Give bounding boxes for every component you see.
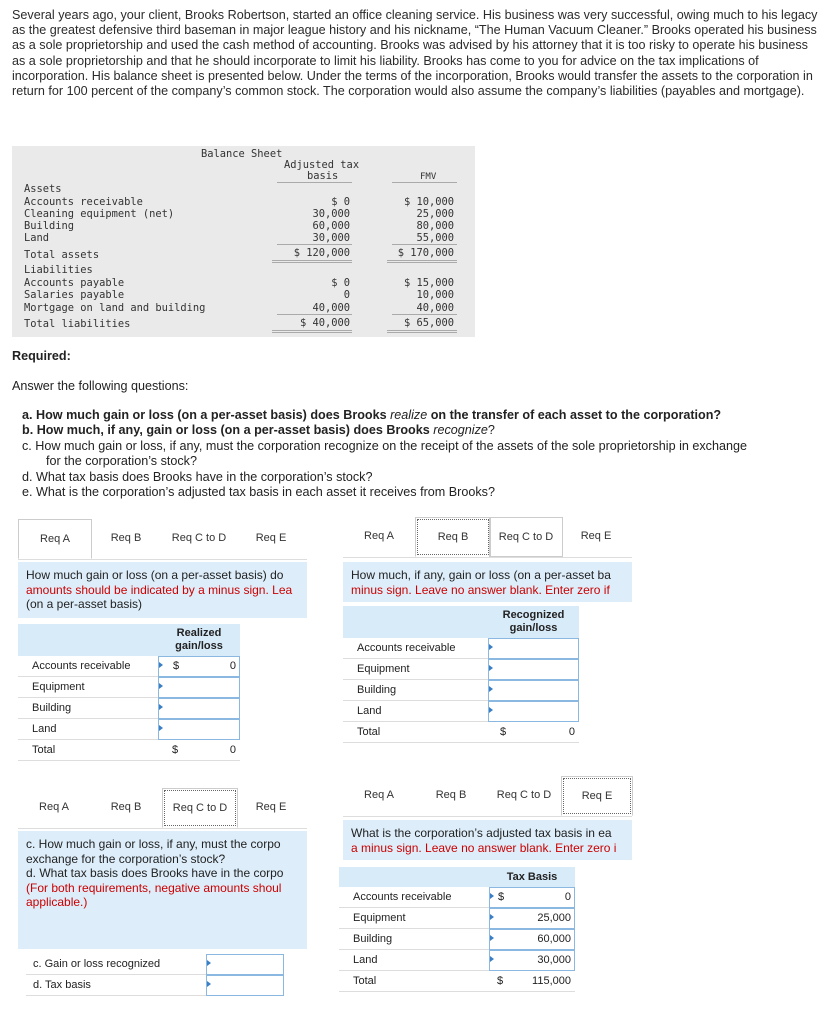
tabs-panel-e bbox=[343, 776, 632, 817]
total-realized-value: $ 0 bbox=[158, 740, 240, 761]
panel-b-instructions: How much, if any, gain or loss (on a per-asset ba minus sign. Leave no answer blank. Enter zero if bbox=[343, 562, 632, 602]
land-recognized-input[interactable] bbox=[488, 701, 579, 722]
asset-row-label: Land bbox=[24, 232, 50, 244]
panel-e-table bbox=[339, 867, 575, 991]
total-liabilities-label: Total liabilities bbox=[24, 318, 131, 330]
gain-loss-recognized-input[interactable] bbox=[206, 954, 284, 975]
liability-row-basis: 40,000 bbox=[312, 302, 350, 314]
tab-req-c-to-d[interactable]: Req C to D bbox=[496, 789, 552, 801]
building-realized-input[interactable] bbox=[158, 698, 240, 719]
row-label: d. Tax basis bbox=[26, 975, 206, 996]
tab-req-e[interactable]: Req E bbox=[580, 530, 612, 542]
tab-req-a[interactable]: Req A bbox=[364, 530, 394, 542]
panel-c-instructions: c. How much gain or loss, if any, must the corpo exchange for the corporation’s stock? d. What tax basis does Brooks have in the corpo (For both requirements, negative amounts shoul applicable.) bbox=[18, 831, 307, 949]
asset-row-label: Cleaning equipment (net) bbox=[24, 208, 175, 220]
liability-row-label: Mortgage on land and building bbox=[24, 302, 206, 314]
intro-paragraph: Several years ago, your client, Brooks Robertson, started an office cleaning service. His business was very successful, owing much to his legacy as the greatest defensive third baseman in major league history and his nickname, “The Human Vacuum Cleaner.” Brooks operated his business as a sole proprietorship and used the cash method of accounting. Brooks was advised by his attorney that it is too risky to operate his business as a sole proprietorship and that he should incorporate to limit his liability. Brooks has come to you for advice on the tax implications of incorporation. His balance sheet is presented below. Under the terms of the incorporation, Brooks would transfer the assets to the corporation in return for 100 percent of the company’s common stock. The corporation would also assume the company’s liabilities (payables and mortgage). bbox=[12, 8, 818, 99]
row-label: Equipment bbox=[339, 908, 489, 929]
panel-b-table bbox=[343, 606, 579, 742]
row-label: Accounts receivable bbox=[339, 887, 489, 908]
total-assets-fmv: $ 170,000 bbox=[397, 247, 454, 259]
tab-req-e[interactable]: Req E bbox=[561, 776, 633, 816]
tax-basis-input[interactable] bbox=[206, 975, 284, 996]
row-label: Total bbox=[343, 722, 488, 743]
tabs-panel-b bbox=[343, 517, 632, 558]
question-c-cont: for the corporation’s stock? bbox=[46, 454, 197, 469]
liability-row-basis: 0 bbox=[343, 289, 350, 301]
liability-row-label: Salaries payable bbox=[24, 289, 125, 301]
asset-row-basis: $ 0 bbox=[331, 196, 350, 208]
question-a: a. How much gain or loss (on a per-asset basis) does Brooks realize on the transfer of each asset to the corporation? bbox=[22, 408, 722, 422]
row-label: Total bbox=[18, 740, 158, 761]
question-c: c. How much gain or loss, if any, must the corporation recognize on the receipt of the assets of the sole proprietorship in exchange bbox=[22, 438, 747, 453]
panel-c-table bbox=[26, 954, 284, 996]
ar-recognized-input[interactable] bbox=[488, 638, 579, 659]
land-realized-input[interactable] bbox=[158, 719, 240, 740]
total-assets-basis: $ 120,000 bbox=[293, 247, 350, 259]
row-label: Land bbox=[18, 719, 158, 740]
total-tax-basis-value: $ 115,000 bbox=[489, 971, 575, 992]
tabs-panel-c bbox=[18, 788, 307, 829]
building-tax-basis-input[interactable]: 60,000 bbox=[489, 929, 575, 950]
tab-req-b[interactable]: Req B bbox=[110, 801, 142, 813]
tabs-panel-a bbox=[18, 519, 307, 560]
fmv-header: FMV bbox=[420, 172, 437, 182]
liabilities-label: Liabilities bbox=[24, 264, 93, 276]
land-tax-basis-input[interactable]: 30,000 bbox=[489, 950, 575, 971]
liability-row-basis: $ 0 bbox=[331, 277, 350, 289]
asset-row-fmv: 55,000 bbox=[416, 232, 454, 244]
realized-header: Realized gain/loss bbox=[158, 624, 240, 656]
building-recognized-input[interactable] bbox=[488, 680, 579, 701]
asset-row-label: Building bbox=[24, 220, 75, 232]
row-label: Building bbox=[343, 680, 488, 701]
row-label: Equipment bbox=[343, 659, 488, 680]
tab-req-b[interactable]: Req B bbox=[110, 532, 142, 544]
liability-row-fmv: $ 15,000 bbox=[403, 277, 454, 289]
asset-row-basis: 60,000 bbox=[312, 220, 350, 232]
answer-prompt: Answer the following questions: bbox=[12, 379, 189, 393]
row-label: Building bbox=[18, 698, 158, 719]
tab-req-c-to-d[interactable]: Req C to D bbox=[489, 517, 563, 557]
row-label: Land bbox=[339, 950, 489, 971]
total-liabilities-fmv: $ 65,000 bbox=[403, 317, 454, 329]
asset-row-basis: 30,000 bbox=[312, 208, 350, 220]
tab-req-a[interactable]: Req A bbox=[364, 789, 394, 801]
row-label: Equipment bbox=[18, 677, 158, 698]
tab-req-a[interactable]: Req A bbox=[18, 519, 92, 559]
tab-req-c-to-d[interactable]: Req C to D bbox=[171, 532, 227, 544]
question-e: e. What is the corporation’s adjusted tax basis in each asset it receives from Brooks? bbox=[22, 485, 495, 500]
liability-row-fmv: 40,000 bbox=[416, 302, 454, 314]
ar-tax-basis-input[interactable]: $ 0 bbox=[489, 887, 575, 908]
panel-a-instructions: How much gain or loss (on a per-asset basis) do amounts should be indicated by a minus sign. Lea (on a per-asset basis) bbox=[18, 562, 307, 618]
equipment-recognized-input[interactable] bbox=[488, 659, 579, 680]
row-label: c. Gain or loss recognized bbox=[26, 954, 206, 975]
tab-req-e[interactable]: Req E bbox=[255, 801, 287, 813]
total-assets-label: Total assets bbox=[24, 249, 100, 261]
total-recognized-value: $ 0 bbox=[488, 722, 579, 743]
basis-header-2: basis bbox=[307, 170, 339, 182]
total-liabilities-basis: $ 40,000 bbox=[299, 317, 350, 329]
panel-a-table bbox=[18, 624, 240, 760]
tab-req-b[interactable]: Req B bbox=[435, 789, 467, 801]
tab-req-e[interactable]: Req E bbox=[255, 532, 287, 544]
tab-req-a[interactable]: Req A bbox=[39, 801, 69, 813]
asset-row-basis: 30,000 bbox=[312, 232, 350, 244]
liability-row-fmv: 10,000 bbox=[416, 289, 454, 301]
row-label: Land bbox=[343, 701, 488, 722]
liability-row-label: Accounts payable bbox=[24, 277, 125, 289]
required-heading: Required: bbox=[12, 349, 71, 363]
tab-req-b[interactable]: Req B bbox=[415, 517, 491, 557]
assets-label: Assets bbox=[24, 183, 62, 195]
tab-req-c-to-d[interactable]: Req C to D bbox=[162, 788, 238, 828]
questions-list bbox=[22, 408, 822, 500]
balance-sheet-title: Balance Sheet bbox=[201, 148, 283, 160]
asset-row-fmv: 25,000 bbox=[416, 208, 454, 220]
asset-row-fmv: $ 10,000 bbox=[403, 196, 454, 208]
question-d: d. What tax basis does Brooks have in the corporation’s stock? bbox=[22, 469, 373, 484]
equipment-tax-basis-input[interactable]: 25,000 bbox=[489, 908, 575, 929]
row-label: Building bbox=[339, 929, 489, 950]
recognized-header: Recognized gain/loss bbox=[488, 606, 579, 638]
equipment-realized-input[interactable] bbox=[158, 677, 240, 698]
asset-row-label: Accounts receivable bbox=[24, 196, 143, 208]
panel-e-instructions: What is the corporation’s adjusted tax basis in ea a minus sign. Leave no answer blank. Enter zero i bbox=[343, 820, 632, 860]
question-b: b. How much, if any, gain or loss (on a per-asset basis) does Brooks recognize? bbox=[22, 423, 495, 438]
ar-realized-input[interactable]: $ 0 bbox=[158, 656, 240, 677]
basis-header-1: Adjusted tax bbox=[284, 159, 360, 171]
row-label: Accounts receivable bbox=[18, 656, 158, 677]
row-label: Total bbox=[339, 971, 489, 992]
balance-sheet bbox=[12, 146, 475, 337]
row-label: Accounts receivable bbox=[343, 638, 488, 659]
tax-basis-header: Tax Basis bbox=[489, 867, 575, 887]
asset-row-fmv: 80,000 bbox=[416, 220, 454, 232]
